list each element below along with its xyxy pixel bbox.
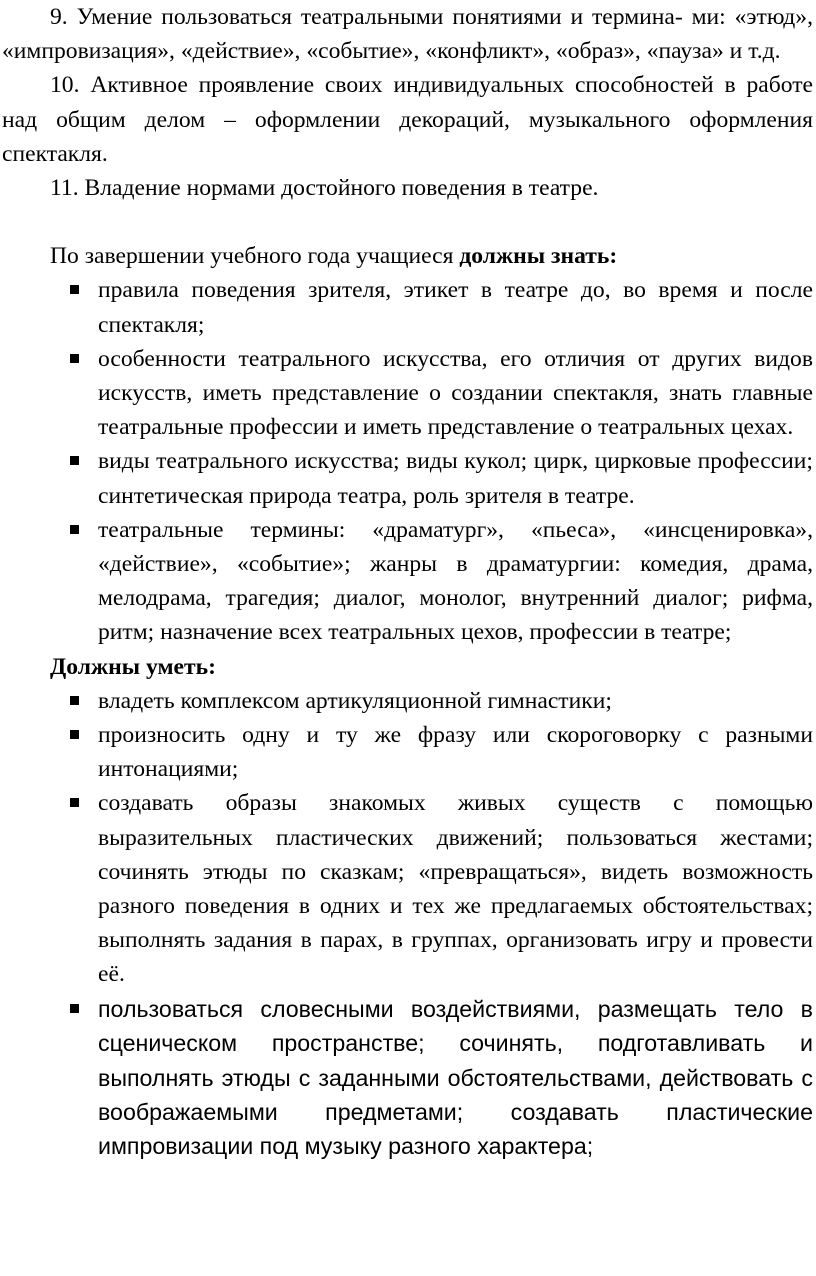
square-bullet-icon (70, 696, 79, 705)
square-bullet-icon (70, 354, 79, 363)
able-list (2, 684, 813, 992)
list-item-text: произносить одну и ту же фразу или скороговорку с разными интонациями; (98, 722, 813, 783)
list-item (2, 684, 813, 718)
list-item (2, 718, 813, 786)
paragraph-9: 9. Умение пользоваться театральными понятиями и термина- ми: «этюд», «импровизация», «действие», «событие», «конфликт», «образ», «пауза» и т.д. (2, 4, 813, 65)
list-item (2, 992, 813, 1164)
list-item (2, 444, 813, 512)
paragraph-10: 10. Активное проявление своих индивидуальных способностей в работе над общим делом – оформлении декораций, музыкального оформления спектакля. (2, 72, 813, 167)
list-item-text: театральные термины: «драматург», «пьеса», «инсценировка», «действие», «событие»; жанры в драматургии: комедия, драма, мелодрама, трагедия; диалог, монолог, внутренний диалог; рифма, ритм; назначение всех театральных цехов, профессии в театре; (98, 516, 813, 646)
know-intro (2, 239, 813, 273)
list-item-text: правила поведения зрителя, этикет в театре до, во время и после спектакля; (98, 277, 813, 338)
know-intro-bold: должны знать: (459, 243, 618, 270)
list-item-text: пользоваться словесными воздействиями, размещать тело в сценическом пространстве; сочинять, подготавливать и выполнять этюды с заданными обстоятельствами, действовать с воображаемыми предметами; создавать пластические импровизации под музыку разного характера; (98, 995, 813, 1160)
list-item-text: создавать образы знакомых живых существ с помощью выразительных пластических движений; пользоваться жестами; сочинять этюды по сказкам; «превращаться», видеть возможность разного поведения в одних и тех же предлагаемых обстоятельствах; выполнять задания в парах, в группах, организовать игру и провести её. (98, 790, 813, 988)
square-bullet-icon (70, 285, 79, 294)
list-item (2, 786, 813, 991)
list-item (2, 342, 813, 445)
list-item-text: владеть комплексом артикуляционной гимнастики; (98, 687, 612, 714)
able-list-continued (2, 992, 813, 1164)
paragraph-11: 11. Владение нормами достойного поведения в театре. (50, 175, 599, 202)
know-list (2, 273, 813, 649)
able-heading: Должны уметь: (50, 653, 216, 680)
square-bullet-icon (70, 456, 79, 465)
square-bullet-icon (70, 1004, 79, 1013)
know-intro-text: По завершении учебного года учащиеся (50, 243, 460, 270)
list-item (2, 273, 813, 341)
square-bullet-icon (70, 525, 79, 534)
list-item-text: особенности театрального искусства, его отличия от других видов искусств, иметь представление о создании спектакля, знать главные театральные профессии и иметь представление о театральных цехах. (98, 345, 813, 441)
blank-line (2, 205, 813, 239)
numbered-paragraphs (2, 0, 813, 992)
square-bullet-icon (70, 798, 79, 807)
list-item-text: виды театрального искусства; виды кукол; цирк, цирковые профессии; синтетическая природа театра, роль зрителя в театре. (98, 448, 813, 509)
square-bullet-icon (70, 730, 79, 739)
list-item (2, 513, 813, 650)
